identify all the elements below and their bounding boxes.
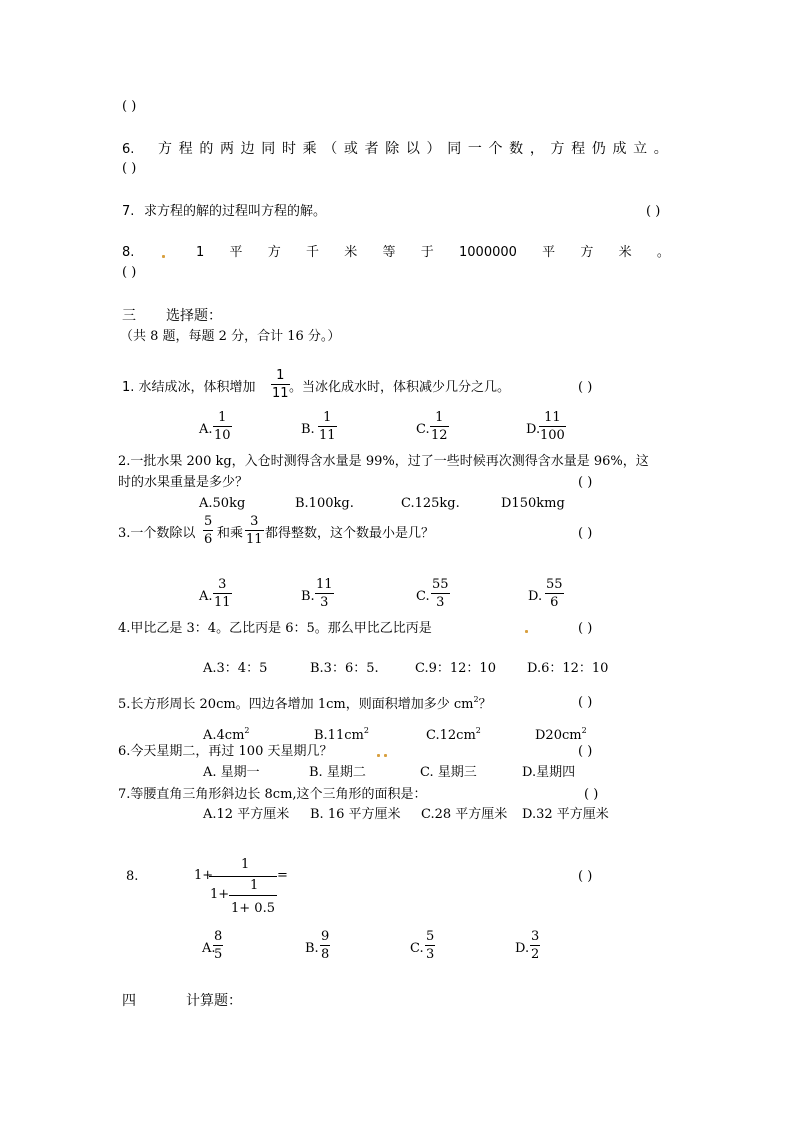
q6-char: 时: [281, 141, 296, 157]
q8-token: 等: [382, 245, 396, 260]
q8-token: 于: [420, 245, 434, 260]
mc-q1-option-c-fraction: 1 12: [431, 410, 448, 443]
mc-q3-option-b-fraction: 11 3: [316, 577, 333, 610]
mc-q5-stem: 5.长方形周长 20cm。四边各增加 1cm，则面积增加多少 $cm^2$？: [118, 695, 492, 712]
q6-char: 的: [199, 141, 214, 157]
mc-q8-inner-one: 1+: [210, 887, 230, 902]
q6-char: 一: [467, 141, 482, 157]
section3-title: 选择题：: [166, 308, 222, 324]
q7-statement: 求方程的解的过程叫方程的解。: [144, 204, 327, 219]
mc-q3-stem-a: 3.一个数除以: [118, 526, 196, 541]
mc-q3-option-a-label: A.: [199, 589, 213, 604]
q6-char: 仍: [591, 141, 606, 157]
mc-q5-option-b: $B.11cm^2$: [314, 726, 369, 743]
mc-q8-main-bar: [209, 876, 277, 877]
q6-answer-paren: ( ): [122, 161, 137, 176]
mc-q7-option-a: A.12 平方厘米: [203, 807, 290, 822]
mc-q7-option-b: B. 16 平方厘米: [310, 807, 401, 822]
q6-char: 方: [158, 141, 172, 157]
scan-speck: [162, 255, 165, 258]
mc-q5-option-d: $D20cm^2$: [535, 726, 587, 743]
q6-char: 除: [385, 141, 400, 157]
mc-q3-option-d-label: D.: [528, 589, 543, 604]
q6-char: 程: [178, 141, 193, 157]
mc-q4-option-a: A.3：4：5: [203, 661, 268, 676]
mc-q1-option-b-fraction: 1 11: [319, 410, 336, 443]
q8-token: 方: [580, 245, 594, 260]
q6-char: 数: [509, 141, 524, 157]
mc-q3-option-a-fraction: 3 11: [214, 577, 231, 610]
scan-speck: [525, 630, 528, 633]
mc-q8-inner-denominator: 1+ 0.5: [231, 901, 275, 916]
mc-q6-option-c: C. 星期三: [420, 765, 477, 780]
mc-q4-option-c: C.9：12：10: [415, 661, 496, 676]
q8-statement: [196, 246, 670, 259]
q8-token: 米: [344, 245, 358, 260]
mc-q4-option-b: B.3：6：5.: [310, 661, 379, 676]
mc-q6-stem: 6.今天星期二，再过 100 天星期几？: [118, 744, 333, 759]
mc-q1-option-c-label: C.: [416, 422, 430, 437]
mc-q8-lead-one: 1+: [194, 868, 214, 883]
q6-char: 方: [550, 141, 565, 157]
q8-token: 平: [229, 245, 243, 260]
section3-number: 三: [122, 308, 136, 324]
mc-q4-answer-paren: ( ): [578, 621, 593, 636]
mc-q7-option-c: C.28 平方厘米: [421, 807, 508, 822]
mc-q2-option-d: D150kmg: [501, 496, 565, 511]
mc-q2-option-b: B.100kg.: [295, 496, 354, 511]
mc-q1-option-a-fraction: 1 10: [214, 410, 231, 443]
mc-q8-number: 8.: [126, 869, 139, 884]
q8-token: 米: [618, 245, 632, 260]
mc-q1-option-d-fraction: 11 100: [540, 410, 565, 443]
mc-q2-stem-line2: 时的水果重量是多少？: [118, 475, 249, 490]
q6-char: 。: [653, 141, 668, 157]
mc-q8-inner-bar: [229, 895, 277, 896]
mc-q3-stem-b: 和乘: [217, 526, 244, 541]
mc-q6-option-b: B. 星期二: [309, 765, 366, 780]
q8-token: 千: [306, 245, 320, 260]
q6-char: 以: [405, 141, 420, 157]
mc-q5-option-c: $C.12cm^2$: [426, 726, 481, 743]
q6-char: 程: [571, 141, 586, 157]
mc-q3-fraction-1: 5 6: [204, 514, 213, 547]
q8-token: 1: [196, 245, 205, 260]
q6-char: （: [323, 141, 338, 157]
q8-answer-paren: ( ): [122, 265, 137, 280]
mc-q6-answer-paren: ( ): [578, 744, 593, 759]
mc-q3-option-b-label: B.: [301, 589, 315, 604]
mc-q6-option-d: D.星期四: [522, 765, 576, 780]
scan-speck: [377, 754, 380, 757]
q6-char: 者: [364, 141, 379, 157]
mc-q2-option-c: C.125kg.: [401, 496, 460, 511]
mc-q8-option-a-fraction: 8 5: [214, 929, 223, 962]
mc-q3-fraction-2: 3 11: [246, 514, 263, 547]
mc-q7-stem: 7.等腰直角三角形斜边长 8cm,这个三角形的面积是：: [118, 787, 427, 802]
mc-q4-stem: 4.甲比乙是 3：4。乙比丙是 6：5。那么甲比乙比丙是: [118, 621, 432, 636]
mc-q5-answer-paren: ( ): [578, 695, 593, 710]
q8-number: 8.: [122, 245, 135, 260]
mc-q2-answer-paren: ( ): [578, 475, 593, 490]
mc-q8-option-d-label: D.: [515, 941, 530, 956]
mc-q4-option-d: D.6：12：10: [527, 661, 609, 676]
mc-q1-fraction: 1 11: [272, 368, 289, 401]
mc-q8-top-numerator: 1: [241, 857, 250, 872]
mc-q1-option-d-label: D.: [526, 422, 541, 437]
q6-char: 成: [612, 141, 627, 157]
q6-char: ）: [426, 141, 441, 157]
mc-q6-option-a: A. 星期一: [203, 765, 260, 780]
section4-number: 四: [122, 993, 136, 1009]
mc-q8-option-b-fraction: 9 8: [321, 929, 330, 962]
mc-q1-stem-end: 。当冰化成水时，体积减少几分之几。: [289, 380, 511, 395]
q6-char: 乘: [302, 141, 317, 157]
q6-char: 同: [447, 141, 462, 157]
q6-char: 立: [633, 141, 648, 157]
mc-q3-option-c-label: C.: [416, 589, 430, 604]
mc-q1-answer-paren: ( ): [578, 380, 593, 395]
q5-answer-paren: ( ): [122, 99, 137, 114]
q6-char: ，: [529, 141, 544, 157]
q8-token: 1000000: [459, 245, 517, 260]
mc-q3-answer-paren: ( ): [578, 526, 593, 541]
mc-q8-option-d-fraction: 3 2: [531, 929, 540, 962]
mc-q8-inner-numerator: 1: [250, 878, 259, 893]
mc-q3-stem-c: 都得整数，这个数最小是几？: [265, 526, 435, 541]
q8-token: 。: [656, 245, 670, 260]
q6-char: 或: [343, 141, 358, 157]
mc-q3-option-d-fraction: 55 6: [546, 577, 563, 610]
q8-token: 方: [267, 245, 281, 260]
mc-q3-option-c-fraction: 55 3: [432, 577, 449, 610]
q6-number: 6.: [122, 142, 135, 157]
q7-answer-paren: ( ): [646, 204, 661, 219]
scan-speck: [384, 754, 387, 757]
mc-q2-stem-line1: 2.一批水果 200 kg，入仓时测得含水量是 99%，过了一些时候再次测得含水量是 96%，这: [118, 454, 649, 469]
mc-q5-option-a: $A.4cm^2$: [203, 726, 250, 743]
q8-token: 平: [542, 245, 556, 260]
mc-q8-equals: =: [277, 868, 288, 883]
q6-char: 个: [488, 141, 503, 157]
mc-q2-option-a: A.50kg: [199, 496, 246, 511]
q6-char: 同: [261, 141, 276, 157]
mc-q8-answer-paren: ( ): [578, 869, 593, 884]
q6-statement: [158, 142, 668, 156]
q6-char: 边: [240, 141, 255, 157]
mc-q1-option-b-label: B.: [301, 422, 315, 437]
mc-q8-option-c-fraction: 5 3: [426, 929, 435, 962]
mc-q7-option-d: D.32 平方厘米: [522, 807, 609, 822]
q6-char: 两: [219, 141, 234, 157]
mc-q8-option-c-label: C.: [410, 941, 424, 956]
mc-q8-option-a-label: A.: [202, 941, 216, 956]
mc-q1-option-a-label: A.: [199, 422, 213, 437]
section3-subtitle: （共 8 题，每题 2 分，合计 16 分。）: [120, 329, 341, 344]
mc-q1-stem-start: 1. 水结成冰，体积增加: [122, 380, 256, 395]
mc-q8-option-b-label: B.: [305, 941, 319, 956]
mc-q7-answer-paren: ( ): [584, 787, 599, 802]
section4-title: 计算题：: [186, 993, 242, 1009]
q7-number: 7.: [122, 204, 135, 219]
